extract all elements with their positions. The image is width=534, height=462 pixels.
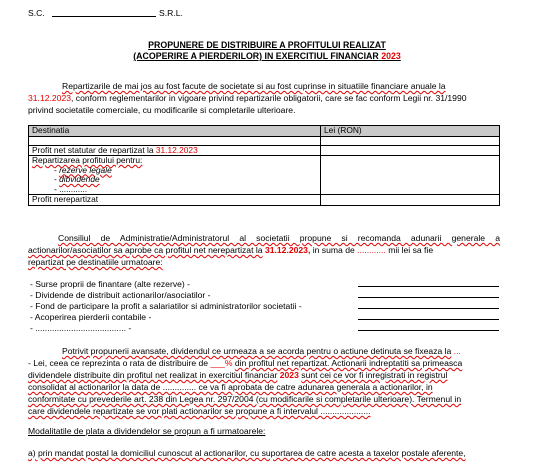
row-repartizare: Repartizarea profitului pentru: - rezerve legale - dibvidende - ............ xyxy=(29,156,321,195)
intro-line3: privind societatile comerciale, cu modificarile si completarile ulterioare. xyxy=(28,105,296,115)
potrivit-line3: dividendele distribuite din profitul net realizat in exercitiul financiar 2023 sunt cei ce vor fi inregistrati in registrul xyxy=(28,370,448,380)
item-other: ............ xyxy=(59,183,88,194)
item-dividende: dibvidende xyxy=(59,174,100,184)
table-row xyxy=(29,195,500,206)
list-item: - Dividende de distribuit actionarilor/asociatilor - xyxy=(30,290,211,300)
table-row xyxy=(29,156,500,195)
list-item: - Acoperirea pierderii contabile - xyxy=(30,312,152,322)
intro-line1: Repartizarile de mai jos au fost facute de societate si au fost cuprinse in situatiile financiare anuale la xyxy=(62,81,446,91)
amount-blank xyxy=(358,319,499,320)
sc-label: S.C. xyxy=(28,8,45,18)
value-cell xyxy=(321,145,500,156)
modalitati-heading: Modalitatile de plata a dividendelor se propun a fi urmatoarele: xyxy=(28,426,266,436)
amount-blank xyxy=(358,286,499,287)
srl-label: S.R.L. xyxy=(159,8,183,18)
row-profit-net: Profit net statutar de repartizat la 31.12.2023 xyxy=(29,145,321,156)
doc-title-line1: PROPUNERE DE DISTRIBUIRE A PROFITULUI REALIZAT xyxy=(148,40,386,50)
row-nerepartizat: Profit nerepartizat xyxy=(29,195,321,206)
amount-blank xyxy=(358,308,499,309)
list-item: - Surse proprii de finantare (alte rezerve) - xyxy=(30,279,191,289)
col-destinatia: Destinatia xyxy=(29,126,321,137)
company-name-blank xyxy=(52,16,156,17)
amount-blank xyxy=(358,330,499,331)
list-item: - Fond de participare la profit a salariatilor si administratorilor societatii - xyxy=(30,301,302,311)
consiliu-line3: repartizat pe destinatiile urmatoare: xyxy=(28,257,163,267)
consiliu-line1: Consiliul de Administratie/Administratorul al societatii propune si recomanda adunarii generale a xyxy=(58,233,500,243)
distribution-table xyxy=(28,125,500,206)
col-lei: Lei (RON) xyxy=(321,126,500,137)
table-row xyxy=(29,145,500,156)
value-cell xyxy=(321,195,500,206)
consiliu-line2: actionarilor/asociatilor sa aprobe ca profitul net nerepartizat la 31.12.2023, in suma de ............ mii lei sa fie xyxy=(28,245,434,255)
value-cell xyxy=(321,156,500,195)
potrivit-line2: - Lei, ceea ce reprezinta o rata de distribuire de ___% din profitul net repartizat. Actionarii indreptatiti sa primeasca xyxy=(28,358,463,368)
item-rezerve: rezerve legale xyxy=(59,164,112,175)
payment-option-a: a) prin mandat postal la domiciliul cunoscut al actionarilor, cu suportarea de catre acesta a taxelor postale aferente, xyxy=(28,448,466,458)
intro-date: 31.12.2023 xyxy=(28,93,72,103)
company-header xyxy=(28,8,45,18)
table-header-row xyxy=(29,126,500,137)
potrivit-line1: Potrivit propunerii avansate, dividendul ce urmeaza a se acorda pentru o actiune detinuta se fixeaza la ... xyxy=(62,346,461,356)
potrivit-line5: conformitate cu prevederile art. 238 din Legea nr. 297/2004 (cu modificarile si completarile ulterioare). Termenul in xyxy=(28,394,462,404)
potrivit-line6: care dividendele repartizate se vor plati actionarilor se propune a fi intervalul ..................... xyxy=(28,406,371,416)
amount-blank xyxy=(358,297,499,298)
title-year: 2023 xyxy=(381,51,401,61)
doc-title-line2: (ACOPERIRE A PIERDERILOR) IN EXERCITIUL FINANCIAR 2023 xyxy=(133,51,401,61)
intro-line2: 31.12.2023, conform reglementarilor in vigoare privind repartizarile obligatorii, care se fac conform Legii nr. 31/1990 xyxy=(28,93,467,103)
list-item: - ...................................... - xyxy=(30,323,132,333)
potrivit-line4: consolidat al actionarilor la data de .............. ce va fi aprobata de catre adunarea generala a actionarilor, in xyxy=(28,382,433,392)
